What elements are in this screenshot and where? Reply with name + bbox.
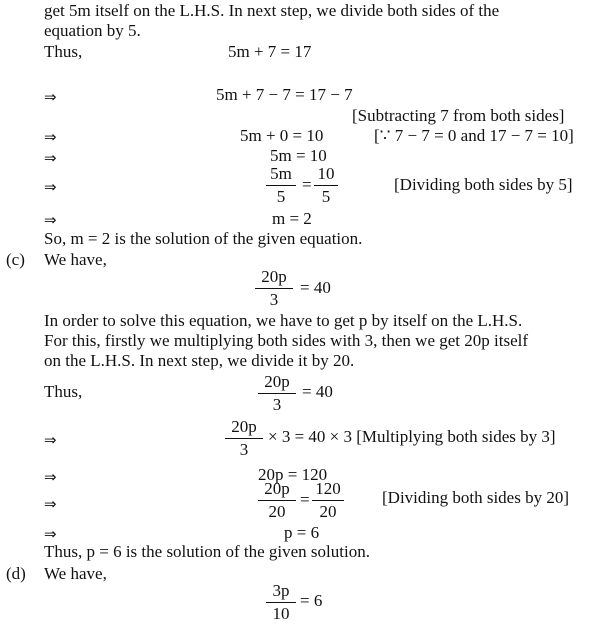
fraction-denominator: 3 bbox=[272, 394, 282, 414]
implies-arrow: ⇒ bbox=[44, 525, 57, 543]
equals-sign: = bbox=[302, 175, 312, 194]
fraction-denominator: 20 bbox=[268, 501, 286, 521]
equation: 20p = 120 bbox=[258, 465, 328, 484]
implies-arrow: ⇒ bbox=[44, 495, 57, 513]
equation: 5m + 7 = 17 bbox=[228, 42, 312, 61]
implies-arrow: ⇒ bbox=[44, 468, 57, 486]
implies-arrow: ⇒ bbox=[44, 88, 57, 106]
fraction-numerator: 3p bbox=[272, 581, 290, 600]
fraction bbox=[314, 165, 338, 206]
implies-arrow: ⇒ bbox=[44, 149, 57, 167]
fraction-denominator: 5 bbox=[276, 186, 286, 206]
fraction bbox=[225, 418, 263, 459]
fraction-numerator: 20p bbox=[264, 372, 290, 391]
we-have: We have, bbox=[44, 250, 107, 269]
equation-rhs: = 40 bbox=[300, 278, 331, 297]
fraction-numerator: 20p bbox=[261, 267, 287, 286]
implies-arrow: ⇒ bbox=[44, 178, 57, 196]
fraction bbox=[312, 480, 344, 521]
fraction-numerator: 120 bbox=[315, 479, 341, 498]
fraction-denominator: 3 bbox=[239, 439, 249, 459]
step-note: [Dividing both sides by 20] bbox=[382, 488, 569, 507]
fraction-bar bbox=[266, 602, 296, 603]
conclusion: So, m = 2 is the solution of the given equation. bbox=[44, 229, 363, 248]
step-note: [∵ 7 − 7 = 0 and 17 − 7 = 10] bbox=[374, 126, 574, 145]
fraction-numerator: 20p bbox=[264, 479, 290, 498]
fraction-denominator: 5 bbox=[321, 186, 331, 206]
fraction-numerator: 5m bbox=[270, 164, 292, 183]
equation: m = 2 bbox=[272, 209, 312, 228]
fraction-denominator: 20 bbox=[319, 501, 337, 521]
paragraph-line: on the L.H.S. In next step, we divide it by 20. bbox=[44, 351, 355, 370]
paragraph-line: For this, firstly we multiplying both sides with 3, then we get 20p itself bbox=[44, 331, 528, 350]
paragraph-line: get 5m itself on the L.H.S. In next step, we divide both sides of the bbox=[44, 1, 500, 20]
fraction bbox=[266, 165, 296, 206]
fraction bbox=[258, 373, 296, 414]
conclusion: Thus, p = 6 is the solution of the given solution. bbox=[44, 542, 370, 561]
fraction bbox=[255, 268, 293, 309]
equation-rhs: = 40 bbox=[302, 382, 333, 401]
implies-arrow: ⇒ bbox=[44, 211, 57, 229]
fraction-bar bbox=[266, 185, 296, 186]
thus-label: Thus, bbox=[44, 382, 83, 401]
fraction-bar bbox=[258, 393, 296, 394]
fraction-numerator: 20p bbox=[231, 417, 257, 436]
thus-label: Thus, bbox=[44, 42, 83, 61]
implies-arrow: ⇒ bbox=[44, 431, 57, 449]
fraction-bar bbox=[312, 500, 344, 501]
fraction-bar bbox=[258, 500, 296, 501]
paragraph-line: equation by 5. bbox=[44, 21, 141, 40]
equation: 5m = 10 bbox=[270, 146, 327, 165]
equation: 5m + 7 − 7 = 17 − 7 bbox=[216, 85, 353, 104]
equation-rhs: × 3 = 40 × 3 [Multiplying both sides by 3] bbox=[268, 427, 556, 446]
fraction-denominator: 3 bbox=[269, 289, 279, 309]
fraction-bar bbox=[255, 288, 293, 289]
step-note: [Subtracting 7 from both sides] bbox=[352, 106, 565, 125]
fraction-bar bbox=[314, 185, 338, 186]
fraction-bar bbox=[225, 438, 263, 439]
part-label: (d) bbox=[6, 564, 26, 583]
fraction bbox=[266, 582, 296, 623]
fraction-denominator: 10 bbox=[272, 603, 290, 623]
equals-sign: = bbox=[300, 490, 310, 509]
fraction-numerator: 10 bbox=[317, 164, 335, 183]
paragraph-line: In order to solve this equation, we have to get p by itself on the L.H.S. bbox=[44, 311, 523, 330]
step-note: [Dividing both sides by 5] bbox=[394, 175, 573, 194]
equation: 5m + 0 = 10 bbox=[240, 126, 324, 145]
fraction bbox=[258, 480, 296, 521]
equation: p = 6 bbox=[284, 523, 320, 542]
implies-arrow: ⇒ bbox=[44, 128, 57, 146]
we-have: We have, bbox=[44, 564, 107, 583]
equation-rhs: = 6 bbox=[300, 591, 323, 610]
part-label: (c) bbox=[6, 250, 25, 269]
